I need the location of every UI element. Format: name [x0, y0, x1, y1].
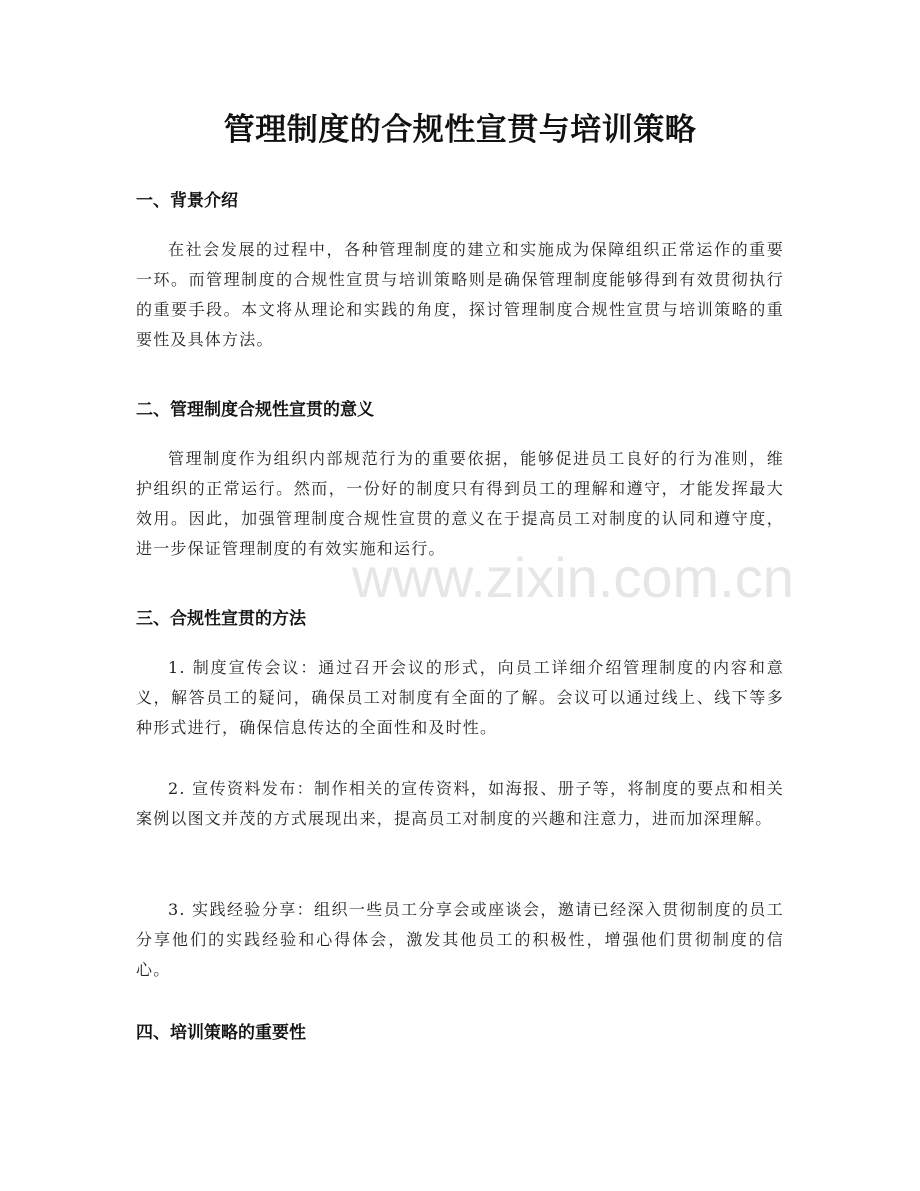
paragraph-significance: 管理制度作为组织内部规范行为的重要依据，能够促进员工良好的行为准则，维护组织的正常运行。然而，一份好的制度只有得到员工的理解和遵守，才能发挥最大效用。因此，加强管理制度合规性宣贯的意义在于提高员工对制度的认同和遵守度，进一步保证管理制度的有效实施和运行。 [136, 449, 784, 558]
paragraph-background: 在社会发展的过程中，各种管理制度的建立和实施成为保障组织正常运作的重要一环。而管理制度的合规性宣贯与培训策略则是确保管理制度能够得到有效贯彻执行的重要手段。本文将从理论和实践的角度，探讨管理制度合规性宣贯与培训策略的重要性及具体方法。 [136, 240, 784, 349]
section-heading-significance: 二、管理制度合规性宣贯的意义 [136, 400, 374, 420]
section-heading-background: 一、背景介绍 [136, 191, 238, 211]
paragraph-method-meeting: 1. 制度宣传会议：通过召开会议的形式，向员工详细介绍管理制度的内容和意义，解答员工的疑问，确保员工对制度有全面的了解。会议可以通过线上、线下等多种形式进行，确保信息传达的全面性和及时性。 [136, 658, 784, 737]
paragraph-method-experience: 3. 实践经验分享：组织一些员工分享会或座谈会，邀请已经深入贯彻制度的员工分享他们的实践经验和心得体会，激发其他员工的积极性，增强他们贯彻制度的信心。 [136, 900, 784, 979]
document-title: 管理制度的合规性宣贯与培训策略 [223, 112, 697, 148]
watermark: www.zixin.com.cn [352, 546, 794, 609]
section-heading-methods: 三、合规性宣贯的方法 [136, 609, 306, 629]
section-heading-training: 四、培训策略的重要性 [136, 1023, 306, 1043]
paragraph-method-materials: 2. 宣传资料发布：制作相关的宣传资料，如海报、册子等，将制度的要点和相关案例以图文并茂的方式展现出来，提高员工对制度的兴趣和注意力，进而加深理解。 [136, 779, 784, 828]
